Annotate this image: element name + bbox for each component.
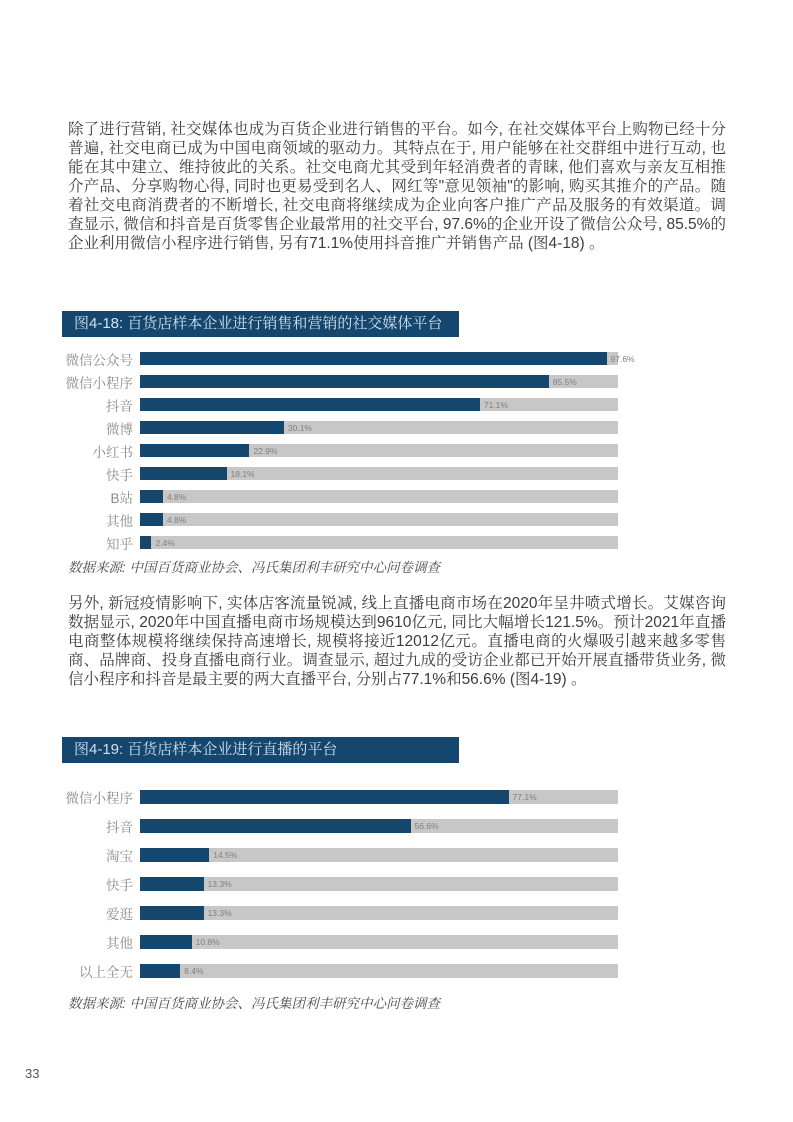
category-label: 小红书	[92, 444, 133, 460]
bar-track	[140, 877, 618, 891]
category-label: 微信小程序	[65, 375, 133, 391]
chart-1-title-bar: 图4-18: 百货店样本企业进行销售和营销的社交媒体平台	[62, 311, 459, 337]
chart-row	[62, 898, 618, 927]
chart-2-data-source: 数据来源: 中国百货商业协会、冯氏集团利丰研究中心问卷调查	[68, 996, 441, 1011]
category-label: 快手	[106, 467, 133, 483]
chart-row	[62, 393, 618, 416]
page-number: 33	[25, 1066, 40, 1081]
bar-fill	[140, 935, 192, 949]
bar-fill	[140, 467, 227, 480]
chart-row	[62, 508, 618, 531]
value-label: 8.4%	[184, 965, 204, 976]
bar-track	[140, 421, 618, 434]
chart-row	[62, 485, 618, 508]
chart-2-livestream-platforms	[62, 782, 618, 985]
bar-track	[140, 935, 618, 949]
bar-fill	[140, 906, 204, 920]
bar-track	[140, 398, 618, 411]
category-label: 快手	[106, 877, 133, 893]
bar-fill	[140, 444, 249, 457]
category-label: 微博	[106, 421, 133, 437]
value-label: 22.9%	[253, 445, 278, 456]
category-label: 抖音	[106, 398, 133, 414]
bar-fill	[140, 352, 607, 365]
category-label: 抖音	[106, 819, 133, 835]
chart-row	[62, 956, 618, 985]
category-label: 淘宝	[106, 848, 133, 864]
bar-fill	[140, 819, 411, 833]
category-label: 其他	[106, 935, 133, 951]
bar-fill	[140, 513, 163, 526]
value-label: 13.3%	[207, 878, 232, 889]
bar-track	[140, 790, 618, 804]
bar-track	[140, 375, 618, 388]
bar-track	[140, 964, 618, 978]
chart-row	[62, 370, 618, 393]
bar-track	[140, 467, 618, 480]
chart-1-social-media-platforms	[62, 347, 635, 554]
category-label: 以上全无	[79, 964, 133, 980]
chart-row	[62, 869, 618, 898]
value-label: 10.8%	[195, 936, 220, 947]
category-label: B站	[110, 490, 133, 506]
value-label: 30.1%	[287, 422, 312, 433]
body-paragraph-1: 除了进行营销, 社交媒体也成为百货企业进行销售的平台。如今, 在社交媒体平台上购物已经十分普遍, 社交电商已成为中国电商领域的驱动力。其特点在于, 用户能够在社交群组中进行互动, 也能在其中建立、维持彼此的关系。社交电商尤其受到年轻消费者的青睐, 他们喜欢与亲友互相推介产品、分享购物心得, 同时也更易受到名人、网红等"意见领袖"的影响, 购买其推介的产品。随着社交电商消费者的不断增长, 社交电商将继续成为企业向客户推广产品及服务的有效渠道。调查显示, 微信和抖音是百货零售企业最常用的社交平台, 97.6%的企业开设了微信公众号, 85.5%的企业利用微信小程序进行销售, 另有71.1%使用抖音推广并销售产品 (图4-18) 。	[68, 121, 726, 252]
bar-track	[140, 536, 618, 549]
value-label: 4.8%	[166, 514, 187, 525]
category-label: 爱逛	[106, 906, 133, 922]
category-label: 微信公众号	[65, 352, 133, 368]
bar-fill	[140, 848, 209, 862]
chart-1-data-source: 数据来源: 中国百货商业协会、冯氏集团利丰研究中心问卷调查	[68, 560, 441, 575]
bar-fill	[140, 536, 151, 549]
value-label: 2.4%	[155, 537, 175, 548]
value-label: 97.6%	[610, 353, 635, 364]
value-label: 85.5%	[552, 376, 577, 387]
chart-row	[62, 416, 618, 439]
bar-track	[140, 848, 618, 862]
value-label: 13.3%	[207, 907, 232, 918]
value-label: 77.1%	[512, 791, 537, 802]
bar-track	[140, 490, 618, 503]
bar-track	[140, 906, 618, 920]
bar-fill	[140, 790, 509, 804]
bar-track	[140, 819, 618, 833]
category-label: 其他	[106, 513, 133, 529]
chart-row	[62, 927, 618, 956]
bar-fill	[140, 421, 284, 434]
bar-track	[140, 513, 618, 526]
bar-fill	[140, 375, 549, 388]
chart-row	[62, 811, 618, 840]
body-paragraph-2: 另外, 新冠疫情影响下, 实体店客流量锐减, 线上直播电商市场在2020年呈井喷式增长。艾媒咨询数据显示, 2020年中国直播电商市场规模达到9610亿元, 同比大幅增长121.5%。预计2021年直播电商整体规模将继续保持高速增长, 规模将接近12012亿元。直播电商的火爆吸引越来越多零售商、品牌商、投身直播电商行业。调查显示, 超过九成的受访企业都已开始开展直播带货业务, 微信小程序和抖音是最主要的两大直播平台, 分别占77.1%和56.6% (图4-19) 。	[68, 595, 726, 688]
chart-row	[62, 347, 635, 370]
bar-track	[140, 444, 618, 457]
bar-fill	[140, 398, 480, 411]
chart-row	[62, 531, 618, 554]
bar-fill	[140, 964, 180, 978]
bar-fill	[140, 877, 204, 891]
bar-fill	[140, 490, 163, 503]
value-label: 4.8%	[166, 491, 187, 502]
value-label: 71.1%	[483, 399, 508, 410]
chart-row	[62, 462, 618, 485]
chart-row	[62, 840, 618, 869]
value-label: 56.6%	[414, 820, 439, 831]
chart-2-title-bar: 图4-19: 百货店样本企业进行直播的平台	[62, 737, 459, 763]
chart-row	[62, 782, 618, 811]
category-label: 知乎	[106, 536, 133, 552]
value-label: 14.5%	[213, 849, 238, 860]
value-label: 18.1%	[230, 468, 255, 479]
category-label: 微信小程序	[65, 790, 133, 806]
chart-row	[62, 439, 618, 462]
bar-track	[140, 352, 635, 365]
